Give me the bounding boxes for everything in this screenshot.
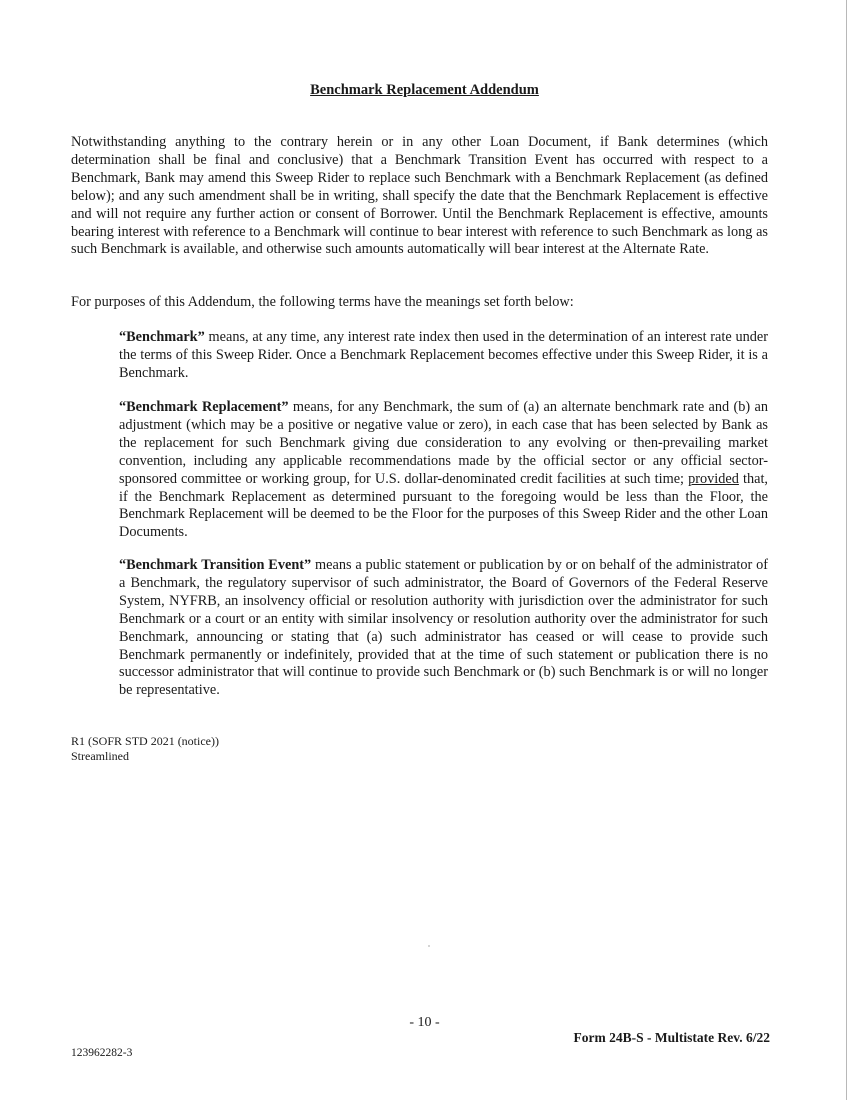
provided-underlined: provided xyxy=(688,470,739,487)
form-reference-line1: R1 (SOFR STD 2021 (notice)) xyxy=(71,734,219,748)
form-reference xyxy=(71,734,219,764)
scan-edge-line xyxy=(846,0,847,1100)
form-identifier: Form 24B-S - Multistate Rev. 6/22 xyxy=(573,1030,770,1045)
document-number: 123962282-3 xyxy=(71,1047,133,1059)
definition-benchmark-transition-event xyxy=(119,557,768,700)
definition-text: means a public statement or publication by or on behalf of the administrator of a Benchmark, the regulatory supervisor of such administrator, the Board of Governors of the Federal Reserve System, NYFRB, an insolvency official or resolution authority with jurisdiction over the administrator for such Benchmark or a court or an entity with similar insolvency or resolution authority over the administrator for such Benchmark, announcing or stating that (a) such administrator has ceased or will cease to provide such Benchmark permanently or indefinitely, provided that at the time of such statement or publication there is no successor administrator that will continue to provide such Benchmark or (b) such Benchmark is or will no longer be representative. xyxy=(119,557,769,699)
page-number: - 10 - xyxy=(409,1015,440,1030)
intro-paragraph: Notwithstanding anything to the contrary herein or in any other Loan Document, if Bank determines (which determination shall be final and conclusive) that a Benchmark Transition Event has occurred with respect to a Benchmark, Bank may amend this Sweep Rider to replace such Benchmark with a Benchmark Replacement (as defined below); and any such amendment shall be in writing, shall specify the date that the Benchmark Replacement is effective and will not require any further action or consent of Borrower. Until the Benchmark Replacement is effective, amounts bearing interest with reference to a Benchmark will continue to bear interest with reference to such Benchmark as long as such Benchmark is available, and otherwise such amounts automatically will bear interest at the Alternate Rate. xyxy=(71,134,768,258)
page-title: Benchmark Replacement Addendum xyxy=(310,82,539,98)
definition-term: “Benchmark Transition Event” xyxy=(119,557,312,573)
definition-term: “Benchmark” xyxy=(119,329,205,345)
scan-speck xyxy=(428,945,430,947)
definition-benchmark-replacement xyxy=(119,399,768,542)
definition-text-after: that, if the Benchmark Replacement as determined pursuant to the foregoing would be less than the Floor, the Benchmark Replacement will be deemed to be the Floor for the purposes of this Sweep Rider and the other Loan Documents. xyxy=(119,470,768,541)
definition-term: “Benchmark Replacement” xyxy=(119,399,289,415)
purposes-paragraph: For purposes of this Addendum, the following terms have the meanings set forth below: xyxy=(71,294,574,310)
definition-text: means, for any Benchmark, the sum of (a) an alternate benchmark rate and (b) an adjustment (which may be a positive or negative value or zero), in each case that has been selected by Bank as the replacement for such Benchmark giving due consideration to any evolving or then-prevailing market convention, including any applicable recommendations made by the official sector or any official sector-sponsored committee or working group, for U.S. dollar-denominated credit facilities at such time; xyxy=(119,399,768,487)
definition-text: means, at any time, any interest rate index then used in the determination of an interest rate under the terms of this Sweep Rider. Once a Benchmark Replacement becomes effective under this Sweep Rider, it is a Benchmark. xyxy=(119,329,768,381)
definition-benchmark xyxy=(119,329,768,383)
form-reference-line2: Streamlined xyxy=(71,749,129,763)
